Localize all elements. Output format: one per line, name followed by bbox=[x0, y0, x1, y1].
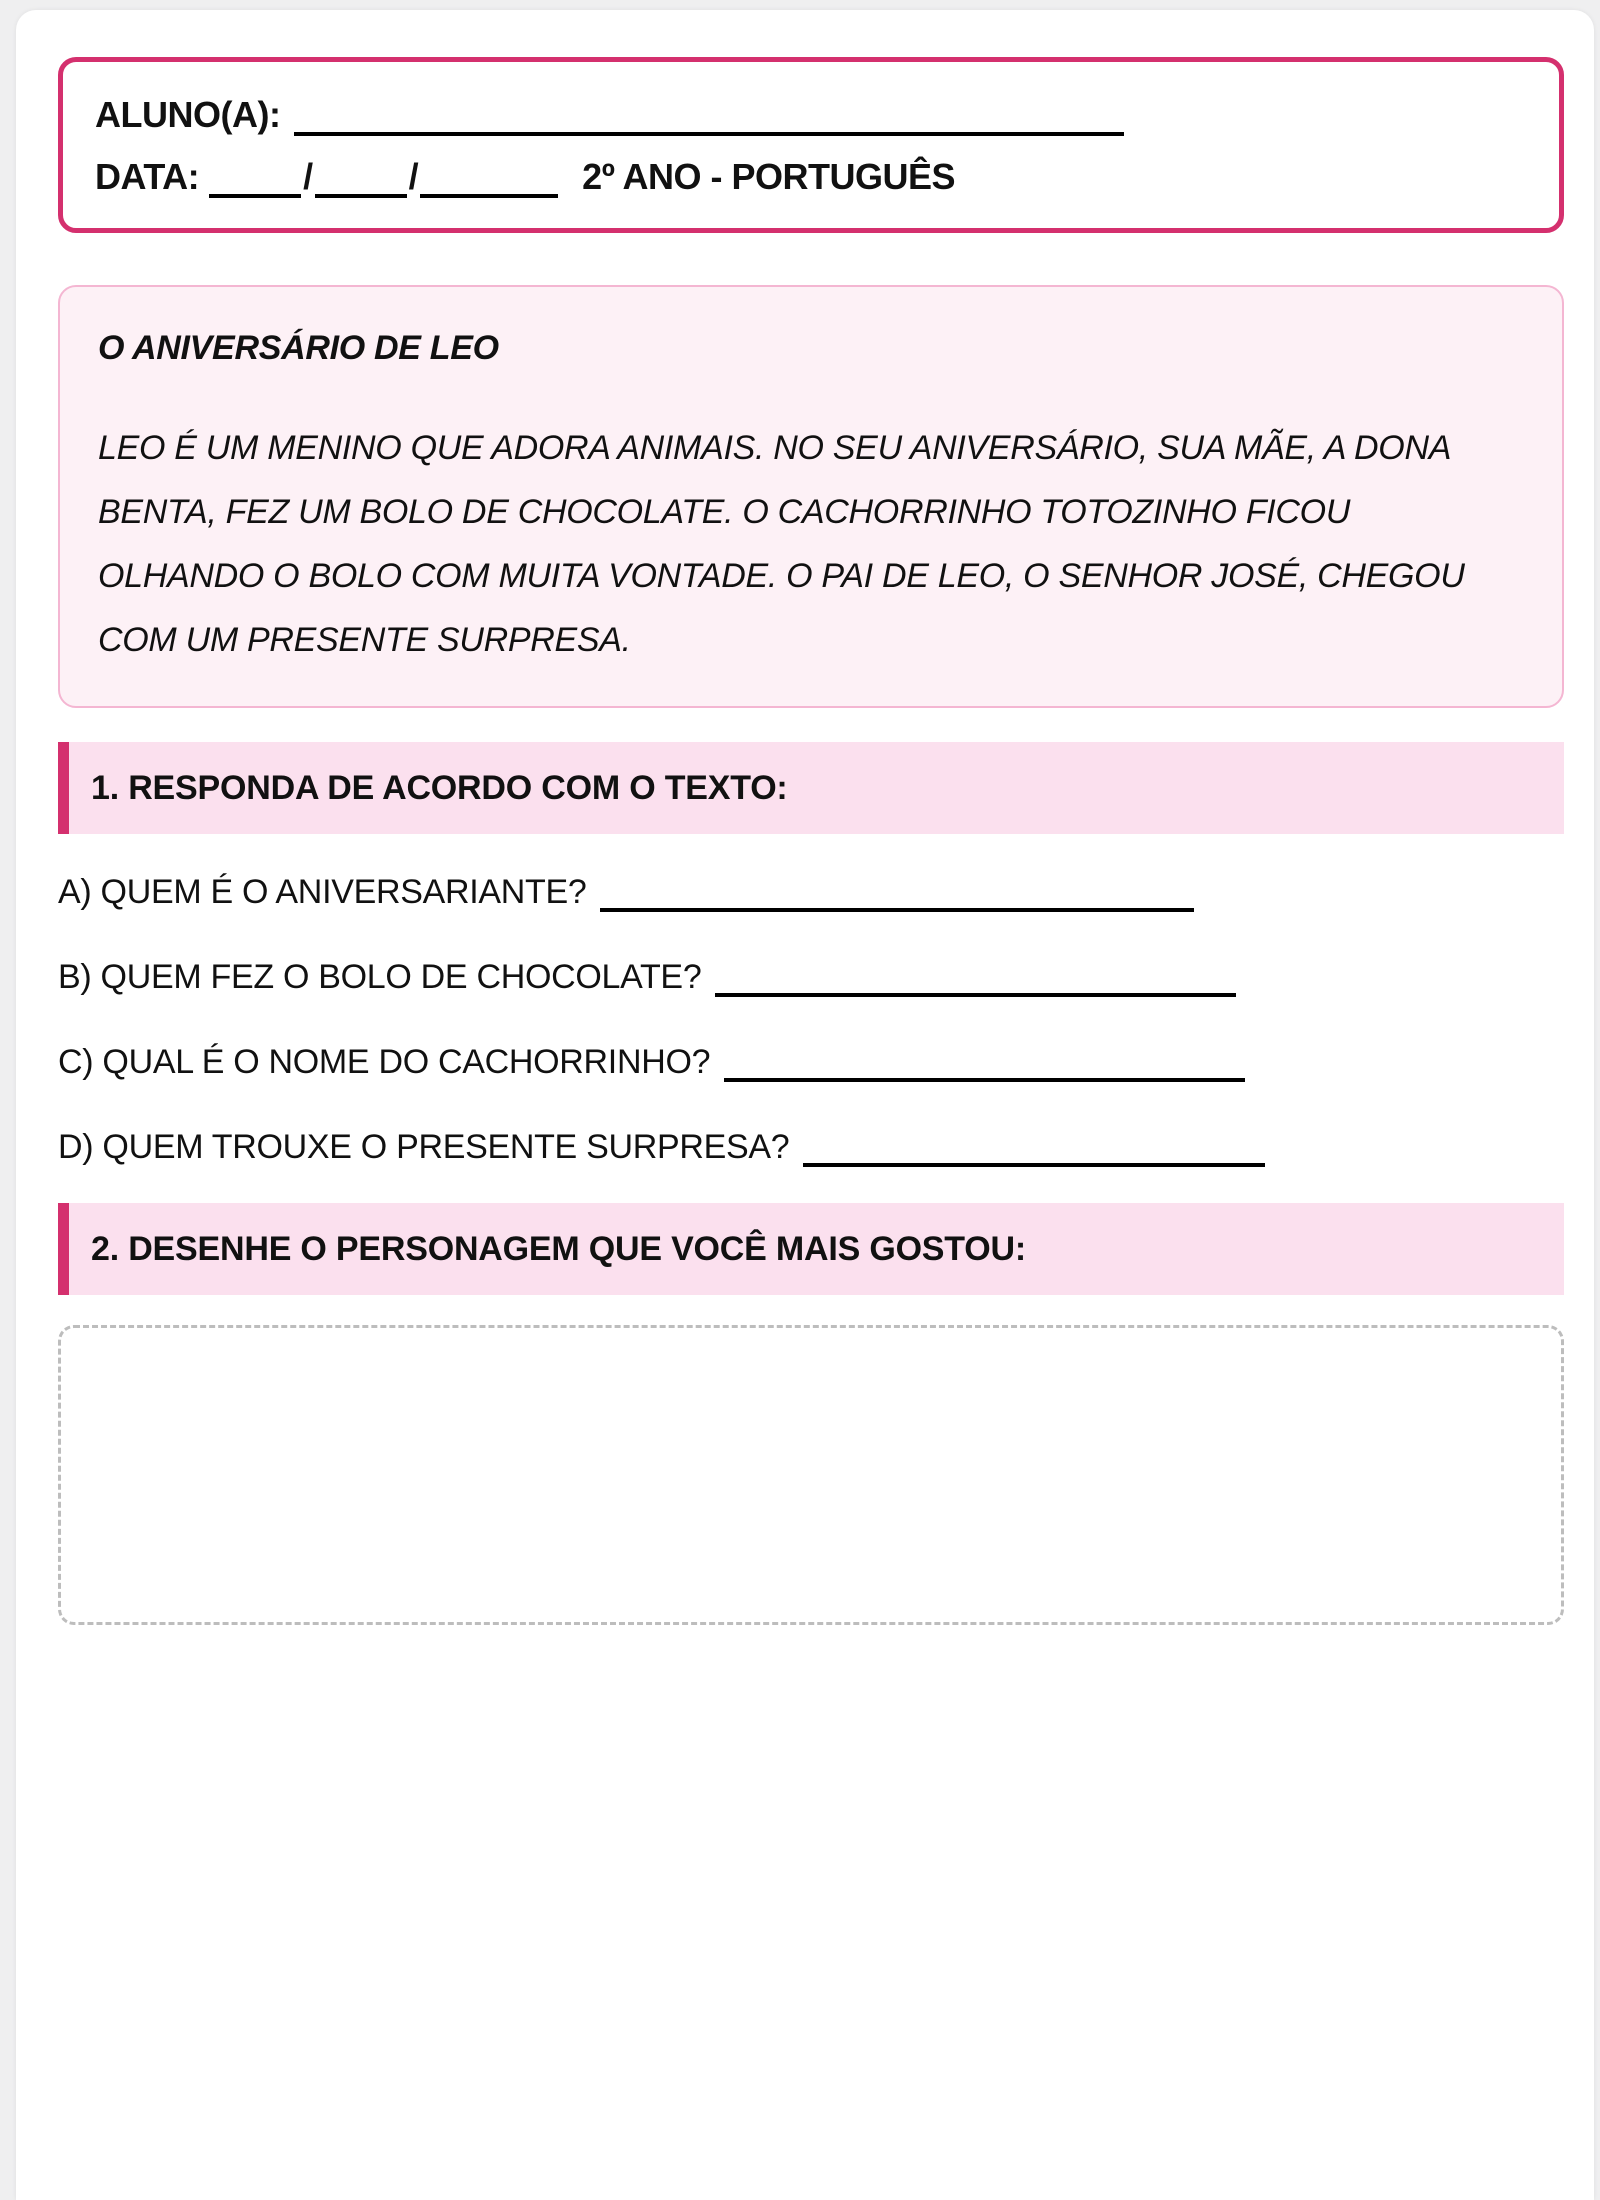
section-2-header bbox=[58, 1203, 1564, 1295]
reading-body-line: BENTA, FEZ UM BOLO DE CHOCOLATE. O CACHORRINHO TOTOZINHO FICOU bbox=[98, 493, 1351, 531]
grade-subject-label: 2º ANO - PORTUGUÊS bbox=[582, 156, 956, 197]
date-course-row bbox=[95, 152, 1527, 198]
question-row-d bbox=[58, 1125, 1564, 1167]
question-row-c bbox=[58, 1040, 1564, 1082]
question-row-b bbox=[58, 955, 1564, 997]
answer-line-a bbox=[600, 902, 1194, 912]
date-separator: / bbox=[408, 156, 419, 197]
date-separator: / bbox=[303, 156, 313, 197]
student-name-row bbox=[95, 90, 1527, 136]
drawing-area bbox=[58, 1325, 1564, 1625]
answer-line-b bbox=[715, 987, 1236, 997]
section-1-title: 1. RESPONDA DE ACORDO COM O TEXTO: bbox=[91, 768, 788, 807]
worksheet-page bbox=[16, 10, 1594, 2200]
question-c-label: C) QUAL É O NOME DO CACHORRINHO? bbox=[58, 1043, 711, 1081]
date-year-blank bbox=[420, 164, 558, 198]
student-name-label: ALUNO(A): bbox=[95, 94, 281, 135]
reading-title: O ANIVERSÁRIO DE LEO bbox=[98, 329, 499, 367]
question-row-a bbox=[58, 870, 1564, 912]
answer-line-c bbox=[724, 1072, 1245, 1082]
date-month-blank bbox=[315, 164, 407, 198]
date-label: DATA: bbox=[95, 156, 200, 197]
student-name-blank bbox=[294, 102, 1124, 136]
question-b-label: B) QUEM FEZ O BOLO DE CHOCOLATE? bbox=[58, 958, 702, 996]
reading-body-line: COM UM PRESENTE SURPRESA. bbox=[98, 621, 631, 659]
reading-body-line: OLHANDO O BOLO COM MUITA VONTADE. O PAI DE LEO, O SENHOR JOSÉ, CHEGOU bbox=[98, 557, 1465, 595]
question-d-label: D) QUEM TROUXE O PRESENTE SURPRESA? bbox=[58, 1128, 790, 1166]
section-2-title: 2. DESENHE O PERSONAGEM QUE VOCÊ MAIS GOSTOU: bbox=[91, 1229, 1026, 1268]
answer-line-d bbox=[803, 1157, 1265, 1167]
question-a-label: A) QUEM É O ANIVERSARIANTE? bbox=[58, 873, 587, 911]
reading-body-line: LEO É UM MENINO QUE ADORA ANIMAIS. NO SEU ANIVERSÁRIO, SUA MÃE, A DONA bbox=[98, 429, 1452, 467]
date-day-blank bbox=[209, 164, 301, 198]
reading-text-box bbox=[58, 285, 1564, 708]
student-id-box bbox=[58, 57, 1564, 233]
section-1-header bbox=[58, 742, 1564, 834]
